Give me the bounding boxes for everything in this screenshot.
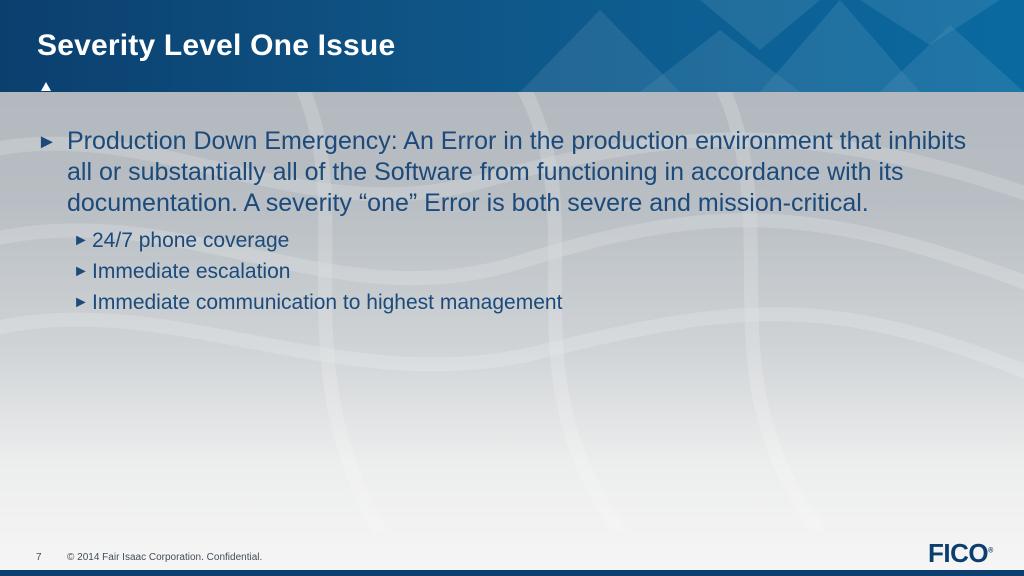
copyright-notice: © 2014 Fair Isaac Corporation. Confidential. xyxy=(67,552,263,563)
main-bullet xyxy=(37,126,987,219)
registered-mark: ® xyxy=(988,547,994,555)
title-accent-triangle xyxy=(41,82,51,91)
logo-text: FICO xyxy=(928,538,989,568)
slide-title: Severity Level One Issue xyxy=(37,29,396,62)
bullet-arrow-icon: ► xyxy=(73,232,89,249)
sub-bullet-list xyxy=(37,225,987,318)
sub-bullet xyxy=(73,287,987,318)
sub-bullet-text: Immediate escalation xyxy=(92,260,291,283)
bullet-arrow-icon: ► xyxy=(37,131,57,153)
slide-body xyxy=(37,126,987,318)
sub-bullet-text: 24/7 phone coverage xyxy=(92,229,290,252)
sub-bullet xyxy=(73,225,987,256)
bullet-arrow-icon: ► xyxy=(73,294,89,311)
page-number: 7 xyxy=(36,552,42,563)
sub-bullet xyxy=(73,256,987,287)
title-bar xyxy=(0,0,1024,92)
bottom-bar xyxy=(0,570,1024,576)
fico-logo xyxy=(928,538,993,569)
sub-bullet-text: Immediate communication to highest management xyxy=(92,291,563,314)
main-bullet-text: Production Down Emergency: An Error in the production environment that inhibits all or substantially all of the Software from functioning in accordance with its documentation. A severity “one” Error is both severe and mission-critical. xyxy=(67,127,967,217)
bullet-arrow-icon: ► xyxy=(73,263,89,280)
